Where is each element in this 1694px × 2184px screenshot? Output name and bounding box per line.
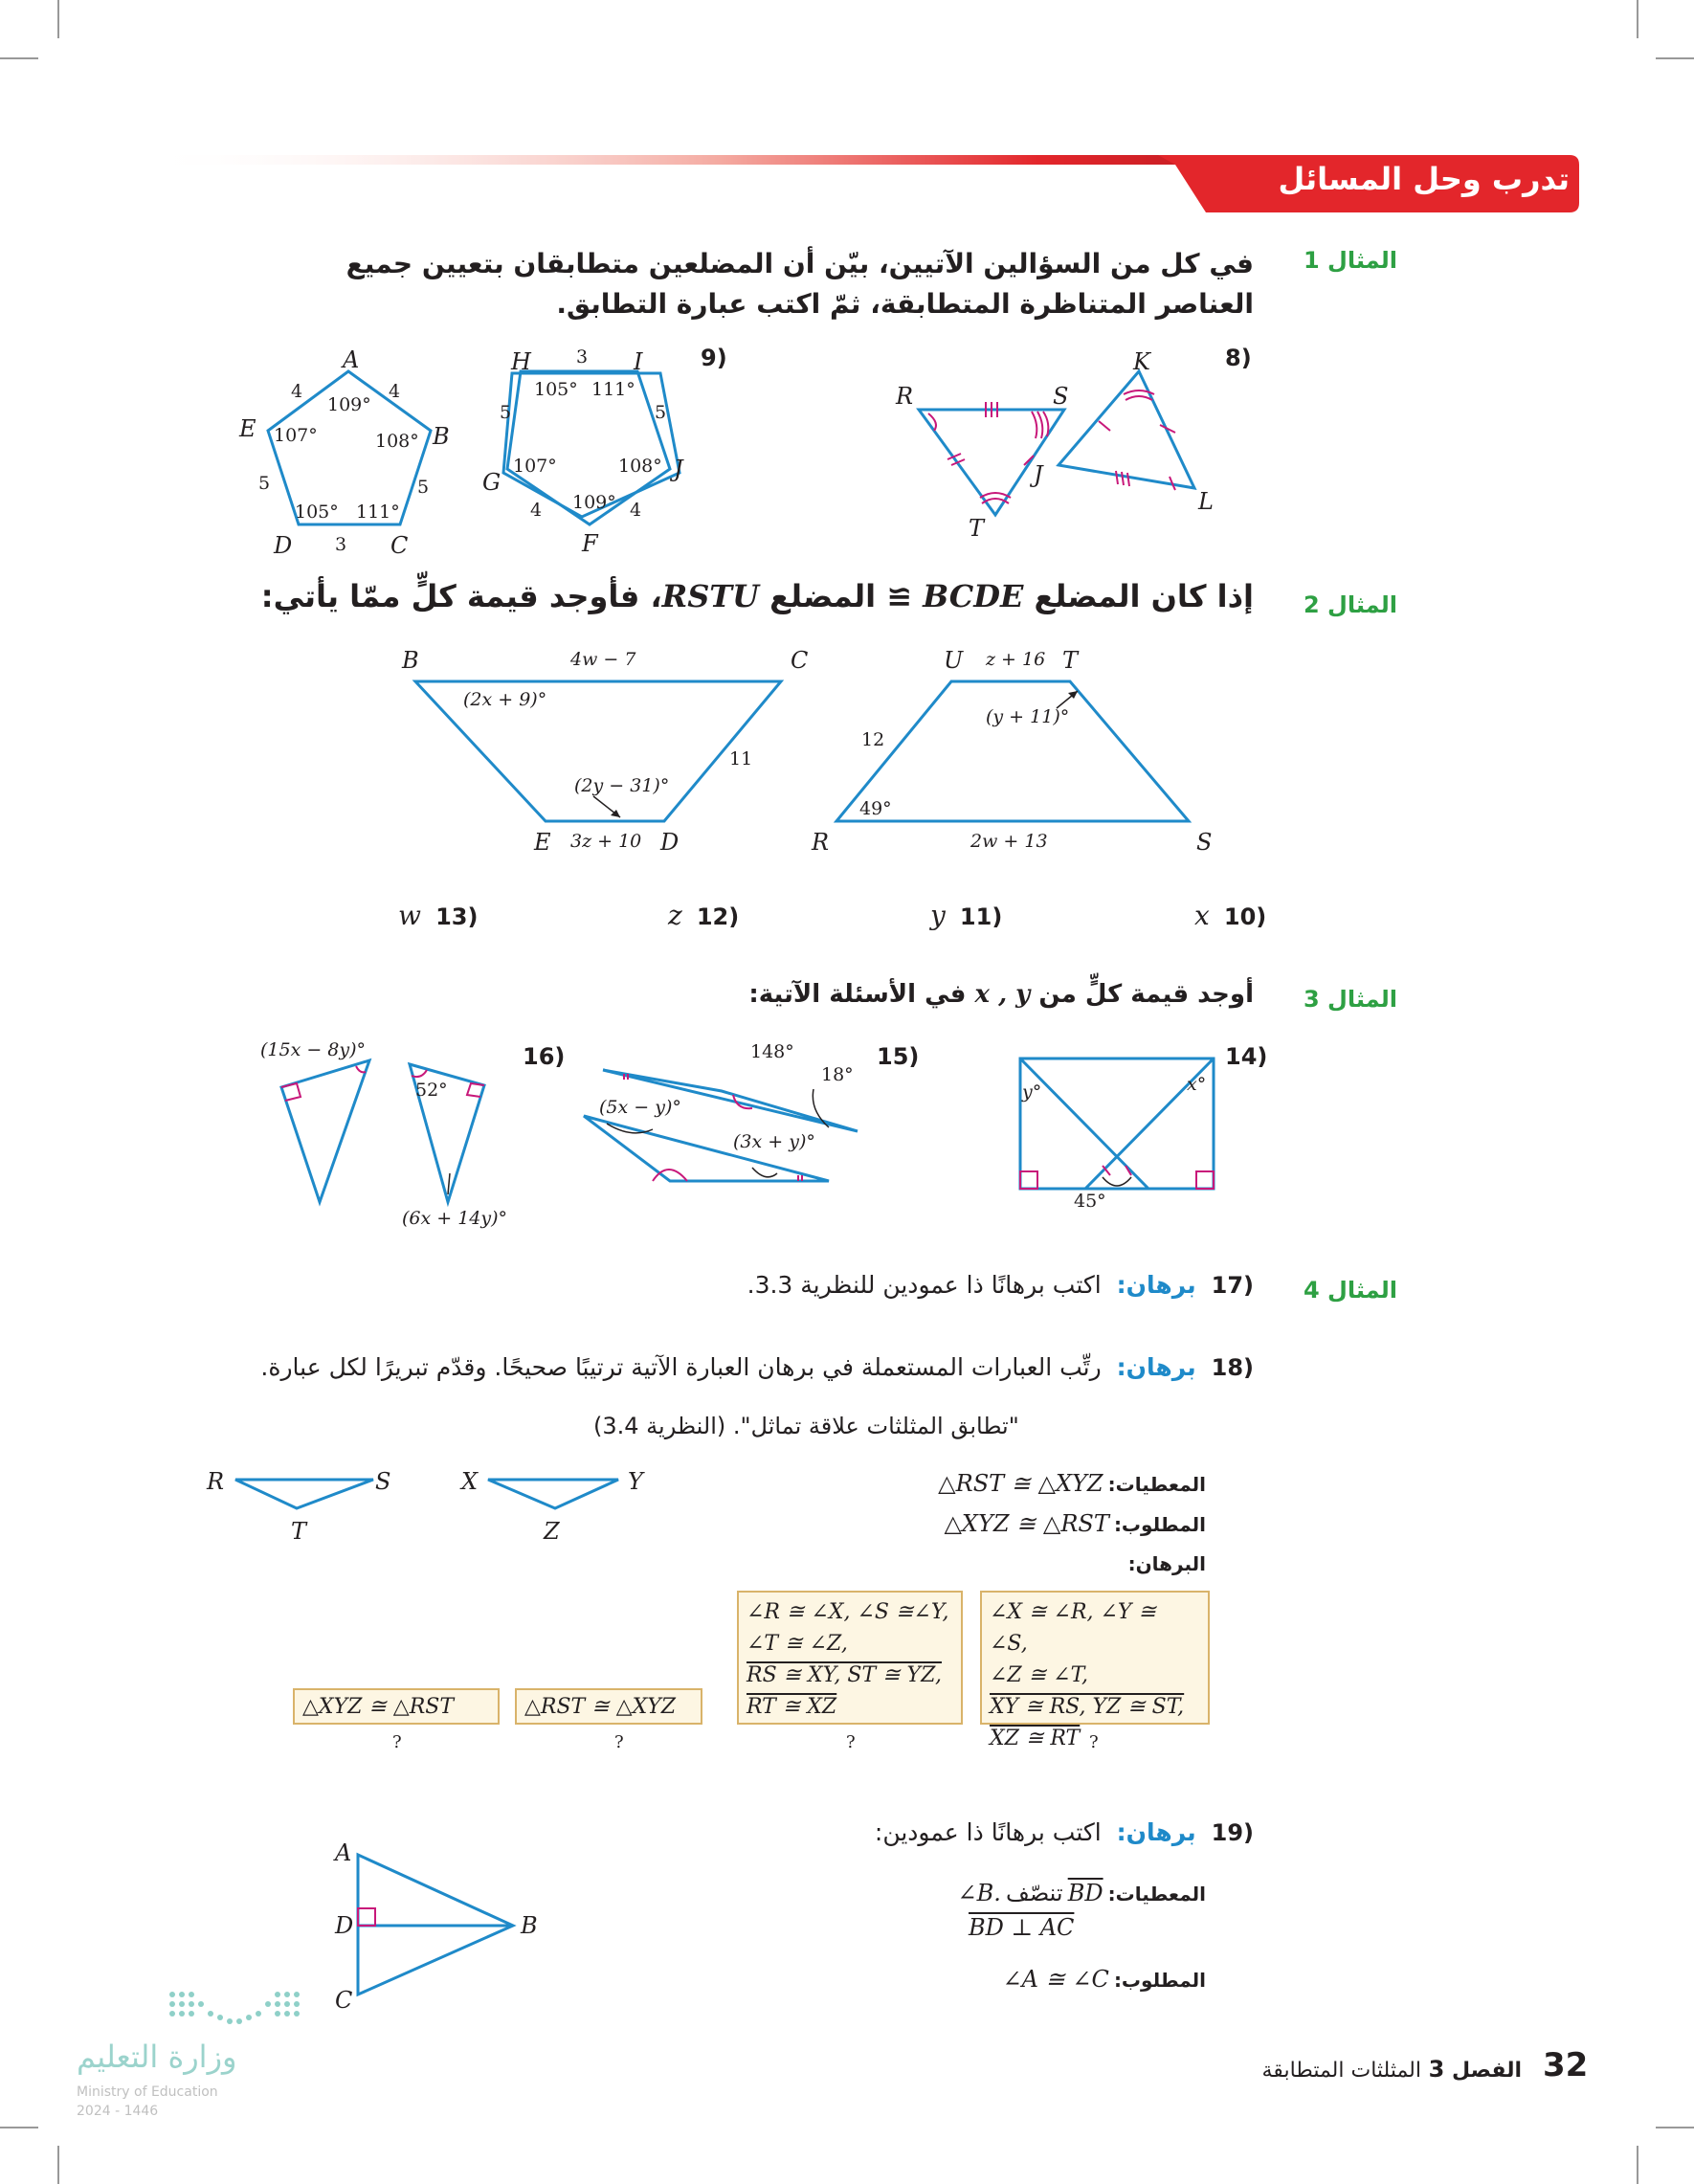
polygon-bcde: BCDE: [923, 578, 1024, 614]
fig9-side: 3: [335, 534, 347, 555]
question-number: 19): [1211, 1819, 1254, 1846]
example-4-label: المثال 4: [1303, 1277, 1397, 1304]
question-number: 11): [959, 903, 1003, 930]
fig9-angle: 109°: [327, 394, 371, 415]
fig9-C: C: [390, 532, 409, 559]
fig14-x: x°: [1187, 1074, 1207, 1095]
crop-mark: [1656, 57, 1694, 59]
crop-mark: [57, 2146, 59, 2184]
question-number: 12): [696, 903, 740, 930]
prove-statement: ∠A ≅ ∠C: [1002, 1966, 1109, 1993]
instruction-text: إذا كان المضلع: [1034, 578, 1254, 614]
congruent-symbol: ≅: [886, 578, 912, 614]
fig9-side: 4: [291, 381, 303, 402]
question-13: [398, 900, 478, 931]
fig9-angle: 108°: [375, 431, 419, 452]
question-text: رتِّب العبارات المستعملة في برهان العبارة الآتية ترتيبًا صحيحًا. وقدّم تبريرًا لكل عبارة.: [260, 1353, 1102, 1381]
crop-mark: [1637, 2146, 1638, 2184]
reason-placeholder: ?: [392, 1732, 402, 1752]
trap1-angle-b: (2x + 9)°: [463, 689, 547, 710]
given-label: المعطيات:: [1107, 1883, 1206, 1905]
ministry-name-en: Ministry of Education: [77, 2084, 218, 2100]
q16-label: 16): [523, 1043, 566, 1070]
trap2-bottom: 2w + 13: [970, 831, 1048, 852]
question-18: [260, 1353, 1254, 1381]
tri2-Y: Y: [628, 1468, 643, 1495]
fig9-side: 5: [417, 477, 430, 498]
figure-19: [345, 1841, 536, 2004]
question-var: x: [1194, 900, 1210, 931]
fig8-R: R: [896, 383, 914, 410]
fig19-C: C: [335, 1987, 353, 2014]
reason-placeholder: ?: [846, 1732, 856, 1752]
given-row: [938, 1470, 1206, 1497]
fig9-F: F: [582, 530, 598, 557]
q9-label: 9): [701, 345, 727, 371]
instruction-text: أوجد قيمة كلٍّ من: [1038, 980, 1254, 1009]
tri1-T: T: [291, 1518, 307, 1545]
figure-16: [268, 1053, 498, 1225]
proof-statement-box-4: △XYZ ≅ △RST: [293, 1688, 500, 1725]
box-line: RS ≅ XY, ST ≅ YZ,: [747, 1663, 942, 1687]
fig9-I: I: [634, 348, 643, 375]
figure-18-triangles: [230, 1464, 632, 1531]
fig19-B: B: [521, 1912, 538, 1939]
tri1-R: R: [207, 1468, 225, 1495]
prove-statement: △XYZ ≅ △RST: [944, 1510, 1109, 1537]
trap2-top: z + 16: [986, 649, 1046, 670]
q15-label: 15): [877, 1043, 920, 1070]
fig9-angle: 105°: [534, 379, 578, 400]
fig9-angle: 105°: [295, 501, 339, 523]
trap2-U: U: [944, 647, 964, 674]
fig19-D: D: [335, 1912, 354, 1939]
q19-given-perpendicular: BD ⊥ AC: [969, 1914, 1075, 1941]
example-3-instruction: [748, 980, 1254, 1009]
question-number: 18): [1211, 1354, 1254, 1381]
fig16-angle-b: 52°: [415, 1080, 448, 1101]
example-1-label: المثال 1: [1303, 247, 1397, 274]
fig9-angle: 108°: [618, 456, 662, 477]
reason-placeholder: ?: [614, 1732, 624, 1752]
q8-label: 8): [1225, 345, 1252, 371]
question-12: [668, 900, 739, 931]
example-2-instruction: [261, 578, 1254, 614]
crop-mark: [1637, 0, 1638, 38]
box-line: ∠R ≅ ∠X, ∠S ≅∠Y,: [747, 1600, 949, 1624]
example-1-instruction: في كل من السؤالين الآتيين، بيّن أن المضلعين متطابقان بتعيين جميع العناصر المتناظرة المتطابقة، ثمّ اكتب عبارة التطابق.: [345, 248, 1254, 320]
fig9-side: 4: [530, 500, 543, 521]
q19-prove-row: [1003, 1966, 1206, 1993]
trap1-right: 11: [729, 748, 753, 769]
question-text: اكتب برهانًا ذا عمودين للنظرية 3.3.: [747, 1271, 1102, 1299]
fig9-angle: 111°: [356, 501, 400, 523]
question-17: [747, 1271, 1254, 1299]
trap1-bottom: 3z + 10: [570, 831, 642, 852]
q19-given-row: [958, 1880, 1206, 1906]
fig16-angle-c: (6x + 14y)°: [402, 1208, 508, 1229]
given-angle: ∠B.: [957, 1880, 1001, 1906]
example-3-label: المثال 3: [1303, 986, 1397, 1013]
fig9-side: 4: [389, 381, 401, 402]
example-2-label: المثال 2: [1303, 591, 1397, 618]
fig9-J: J: [674, 456, 683, 482]
question-number: 17): [1211, 1272, 1254, 1299]
fig9-B: B: [433, 423, 450, 450]
proof-statement-box-2: [737, 1591, 963, 1725]
trap1-E: E: [534, 829, 551, 856]
box-line: ∠X ≅ ∠R, ∠Y ≅ ∠S,: [990, 1600, 1156, 1656]
fig8-T: T: [969, 515, 985, 542]
proof-tag: برهان:: [1116, 1818, 1196, 1846]
prove-label: المطلوب:: [1113, 1513, 1206, 1536]
fig9-side: 5: [500, 402, 512, 423]
fig9-angle: 111°: [591, 379, 635, 400]
page-title: تدرب وحل المسائل: [1278, 161, 1570, 197]
given-text: تنصّف: [1006, 1880, 1063, 1906]
proof-statement-box-1: [980, 1591, 1210, 1750]
box-line: XY ≅ RS, YZ ≅ ST,: [990, 1695, 1185, 1719]
footer-chapter: [1262, 2056, 1522, 2083]
trap1-angle-d: (2y − 31)°: [574, 775, 670, 796]
ministry-year: 2024 - 1446: [77, 2104, 159, 2119]
crop-mark: [0, 57, 38, 59]
fig15-angle-c: (5x − y)°: [599, 1097, 681, 1118]
ministry-logo-dots: [163, 1987, 316, 2033]
trap1-top: 4w − 7: [570, 649, 636, 670]
instruction-text: في الأسئلة الآتية:: [748, 980, 967, 1009]
fig8-L: L: [1198, 488, 1214, 515]
trap2-angle-t: (y + 11)°: [986, 706, 1070, 727]
fig9-side: 3: [576, 346, 589, 368]
fig9-side: 4: [630, 500, 642, 521]
trap1-B: B: [402, 647, 419, 674]
fig8-K: K: [1133, 348, 1150, 375]
fig14-angle: 45°: [1074, 1191, 1106, 1212]
trap2-angle-r: 49°: [859, 798, 892, 819]
instruction-text: المضلع: [769, 578, 877, 614]
question-var: y: [930, 900, 946, 931]
proof-tag: برهان:: [1116, 1353, 1196, 1381]
ministry-name-ar: وزارة التعليم: [77, 2039, 237, 2075]
proof-tag: برهان:: [1116, 1271, 1196, 1299]
box-line: XZ ≅ RT: [990, 1727, 1081, 1750]
question-10: [1194, 900, 1266, 931]
crop-mark: [0, 2127, 38, 2128]
fig9-angle: 107°: [274, 425, 318, 446]
tri1-S: S: [375, 1468, 391, 1495]
tri2-X: X: [461, 1468, 479, 1495]
fig9-D: D: [274, 532, 293, 559]
chapter-number: 3: [1428, 2056, 1445, 2083]
question-11: [930, 900, 1002, 931]
given-segment: $\overline{BD}$: [1067, 1880, 1103, 1906]
fig9-A: A: [343, 346, 360, 373]
trap1-C: C: [791, 647, 809, 674]
fig15-angle-b: 18°: [821, 1064, 854, 1085]
fig9-G: G: [482, 469, 502, 496]
trap2-S: S: [1196, 829, 1213, 856]
fig9-side: 5: [655, 402, 667, 423]
fig19-A: A: [335, 1839, 352, 1866]
figure-8: [890, 345, 1225, 546]
fig8-J: J: [1034, 461, 1043, 488]
trap2-left: 12: [861, 729, 885, 750]
polygon-rstu: RSTU: [661, 578, 760, 614]
question-number: 10): [1223, 903, 1267, 930]
reason-placeholder: ?: [1089, 1732, 1099, 1752]
page-number: 32: [1543, 2046, 1589, 2084]
given-statement: △RST ≅ △XYZ: [938, 1470, 1103, 1497]
box-line: ∠Z ≅ ∠T,: [990, 1663, 1089, 1687]
fig8-S: S: [1053, 383, 1069, 410]
crop-mark: [57, 0, 59, 38]
tri2-Z: Z: [544, 1518, 560, 1545]
trap2-R: R: [812, 829, 830, 856]
variables: x , y: [974, 980, 1031, 1009]
fig9-E: E: [239, 415, 256, 442]
proof-label: البرهان:: [1127, 1552, 1206, 1575]
box-line: ∠T ≅ ∠Z,: [747, 1632, 848, 1656]
box-line: RT ≅ XZ: [747, 1695, 837, 1719]
fig9-side: 5: [258, 473, 271, 494]
fig9-H: H: [511, 348, 531, 375]
question-number: 13): [435, 903, 479, 930]
prove-row: [944, 1510, 1206, 1537]
fig9-angle: 109°: [572, 492, 616, 513]
chapter-title: المثلثات المتطابقة: [1261, 2059, 1421, 2083]
fig14-y: y°: [1022, 1081, 1042, 1103]
question-var: z: [668, 900, 682, 931]
q14-label: 14): [1225, 1043, 1268, 1070]
given-label: المعطيات:: [1107, 1473, 1206, 1496]
fig15-angle-a: 148°: [750, 1041, 794, 1062]
trap1-D: D: [660, 829, 680, 856]
fig15-angle-d: (3x + y)°: [733, 1131, 815, 1152]
instruction-text: ، فأوجد قيمة كلٍّ ممّا يأتي:: [260, 578, 662, 614]
theorem-quote: "تطابق المثلثات علاقة تماثل". (النظرية 3.4): [593, 1413, 1019, 1439]
question-19: [875, 1818, 1254, 1846]
fig16-angle-a: (15x − 8y)°: [260, 1039, 367, 1060]
chapter-label: الفصل: [1452, 2059, 1522, 2083]
fig9-angle: 107°: [513, 456, 557, 477]
question-var: w: [398, 900, 421, 931]
crop-mark: [1656, 2127, 1694, 2128]
proof-statement-box-3: △RST ≅ △XYZ: [515, 1688, 702, 1725]
prove-label: المطلوب:: [1113, 1969, 1206, 1992]
question-text: اكتب برهانًا ذا عمودين:: [874, 1818, 1102, 1846]
trap2-T: T: [1062, 647, 1079, 674]
